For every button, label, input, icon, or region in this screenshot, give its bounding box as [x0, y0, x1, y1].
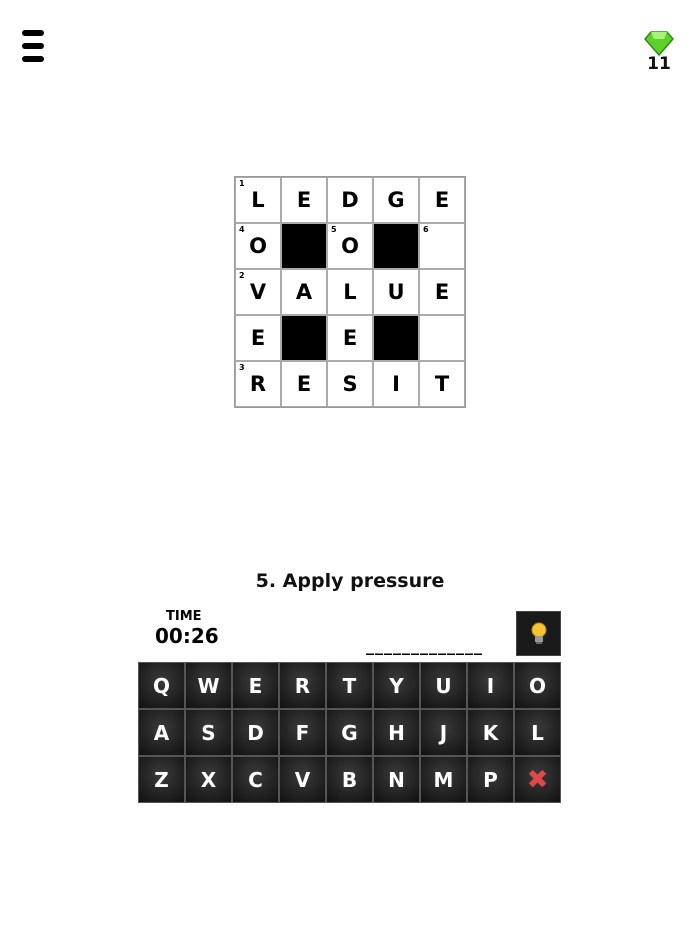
key-a[interactable]: A — [138, 709, 185, 756]
gem-count: 11 — [647, 54, 671, 74]
block-cell — [373, 223, 419, 269]
key-y[interactable]: Y — [373, 662, 420, 709]
grid-cell[interactable] — [419, 223, 465, 269]
cell-letter: O — [249, 234, 267, 258]
clue-number: 2 — [239, 271, 245, 280]
current-clue: 5. Apply pressure — [255, 570, 445, 592]
block-cell — [281, 315, 327, 361]
cell-letter: T — [434, 372, 450, 396]
cell-letter: E — [342, 326, 358, 350]
cell-letter: V — [249, 280, 267, 304]
cell-letter: E — [434, 280, 450, 304]
keyboard — [138, 662, 561, 803]
cell-letter: G — [387, 188, 405, 212]
cell-letter: R — [249, 372, 267, 396]
key-f[interactable]: F — [279, 709, 326, 756]
key-t[interactable]: T — [326, 662, 373, 709]
gem-icon — [644, 30, 674, 56]
grid-cell[interactable] — [419, 315, 465, 361]
grid-cell[interactable] — [327, 223, 373, 269]
grid-cell[interactable] — [235, 177, 281, 223]
grid-cell[interactable] — [419, 269, 465, 315]
clue-number: 1 — [239, 179, 245, 188]
key-p[interactable]: P — [467, 756, 514, 803]
grid-cell[interactable] — [419, 177, 465, 223]
timer-label: TIME — [166, 609, 202, 624]
key-q[interactable]: Q — [138, 662, 185, 709]
delete-key[interactable]: ✖ — [514, 756, 561, 803]
cell-letter: O — [341, 234, 359, 258]
grid-cell[interactable] — [281, 361, 327, 407]
grid-cell[interactable] — [235, 361, 281, 407]
block-cell — [373, 315, 419, 361]
key-r[interactable]: R — [279, 662, 326, 709]
key-j[interactable]: J — [420, 709, 467, 756]
key-m[interactable]: M — [420, 756, 467, 803]
grid-cell[interactable] — [327, 177, 373, 223]
key-v[interactable]: V — [279, 756, 326, 803]
cell-letter: I — [392, 372, 400, 396]
key-g[interactable]: G — [326, 709, 373, 756]
cell-letter: U — [387, 280, 405, 304]
block-cell — [281, 223, 327, 269]
grid-cell[interactable] — [327, 361, 373, 407]
key-d[interactable]: D — [232, 709, 279, 756]
lightbulb-icon — [530, 622, 548, 646]
grid-cell[interactable] — [419, 361, 465, 407]
key-n[interactable]: N — [373, 756, 420, 803]
cell-letter: L — [251, 188, 265, 212]
cell-letter: D — [341, 188, 359, 212]
key-h[interactable]: H — [373, 709, 420, 756]
key-e[interactable]: E — [232, 662, 279, 709]
cell-letter: S — [342, 372, 358, 396]
grid-cell[interactable] — [373, 361, 419, 407]
grid-cell[interactable] — [327, 315, 373, 361]
cell-letter: E — [296, 188, 312, 212]
grid-cell[interactable] — [281, 177, 327, 223]
clue-number: 5 — [331, 225, 337, 234]
cell-letter: E — [296, 372, 312, 396]
key-x[interactable]: X — [185, 756, 232, 803]
clue-number: 3 — [239, 363, 245, 372]
grid-cell[interactable] — [235, 315, 281, 361]
key-c[interactable]: C — [232, 756, 279, 803]
hint-button[interactable] — [516, 611, 561, 656]
key-w[interactable]: W — [185, 662, 232, 709]
key-i[interactable]: I — [467, 662, 514, 709]
key-u[interactable]: U — [420, 662, 467, 709]
grid-cell[interactable] — [281, 269, 327, 315]
grid-cell[interactable] — [373, 269, 419, 315]
cell-letter: E — [434, 188, 450, 212]
grid-cell[interactable] — [235, 269, 281, 315]
cell-letter: A — [295, 280, 313, 304]
timer-value: 00:26 — [155, 624, 219, 648]
answer-slots: _____________ — [366, 636, 483, 655]
clue-number: 4 — [239, 225, 245, 234]
menu-button[interactable] — [22, 30, 44, 62]
cell-letter: L — [343, 280, 357, 304]
key-s[interactable]: S — [185, 709, 232, 756]
key-z[interactable]: Z — [138, 756, 185, 803]
key-k[interactable]: K — [467, 709, 514, 756]
key-l[interactable]: L — [514, 709, 561, 756]
gem-counter — [640, 30, 678, 74]
grid-cell[interactable] — [373, 177, 419, 223]
key-o[interactable]: O — [514, 662, 561, 709]
key-b[interactable]: B — [326, 756, 373, 803]
cell-letter: E — [250, 326, 266, 350]
grid-cell[interactable] — [235, 223, 281, 269]
grid-cell[interactable] — [327, 269, 373, 315]
crossword-grid — [234, 176, 466, 408]
clue-number: 6 — [423, 225, 429, 234]
